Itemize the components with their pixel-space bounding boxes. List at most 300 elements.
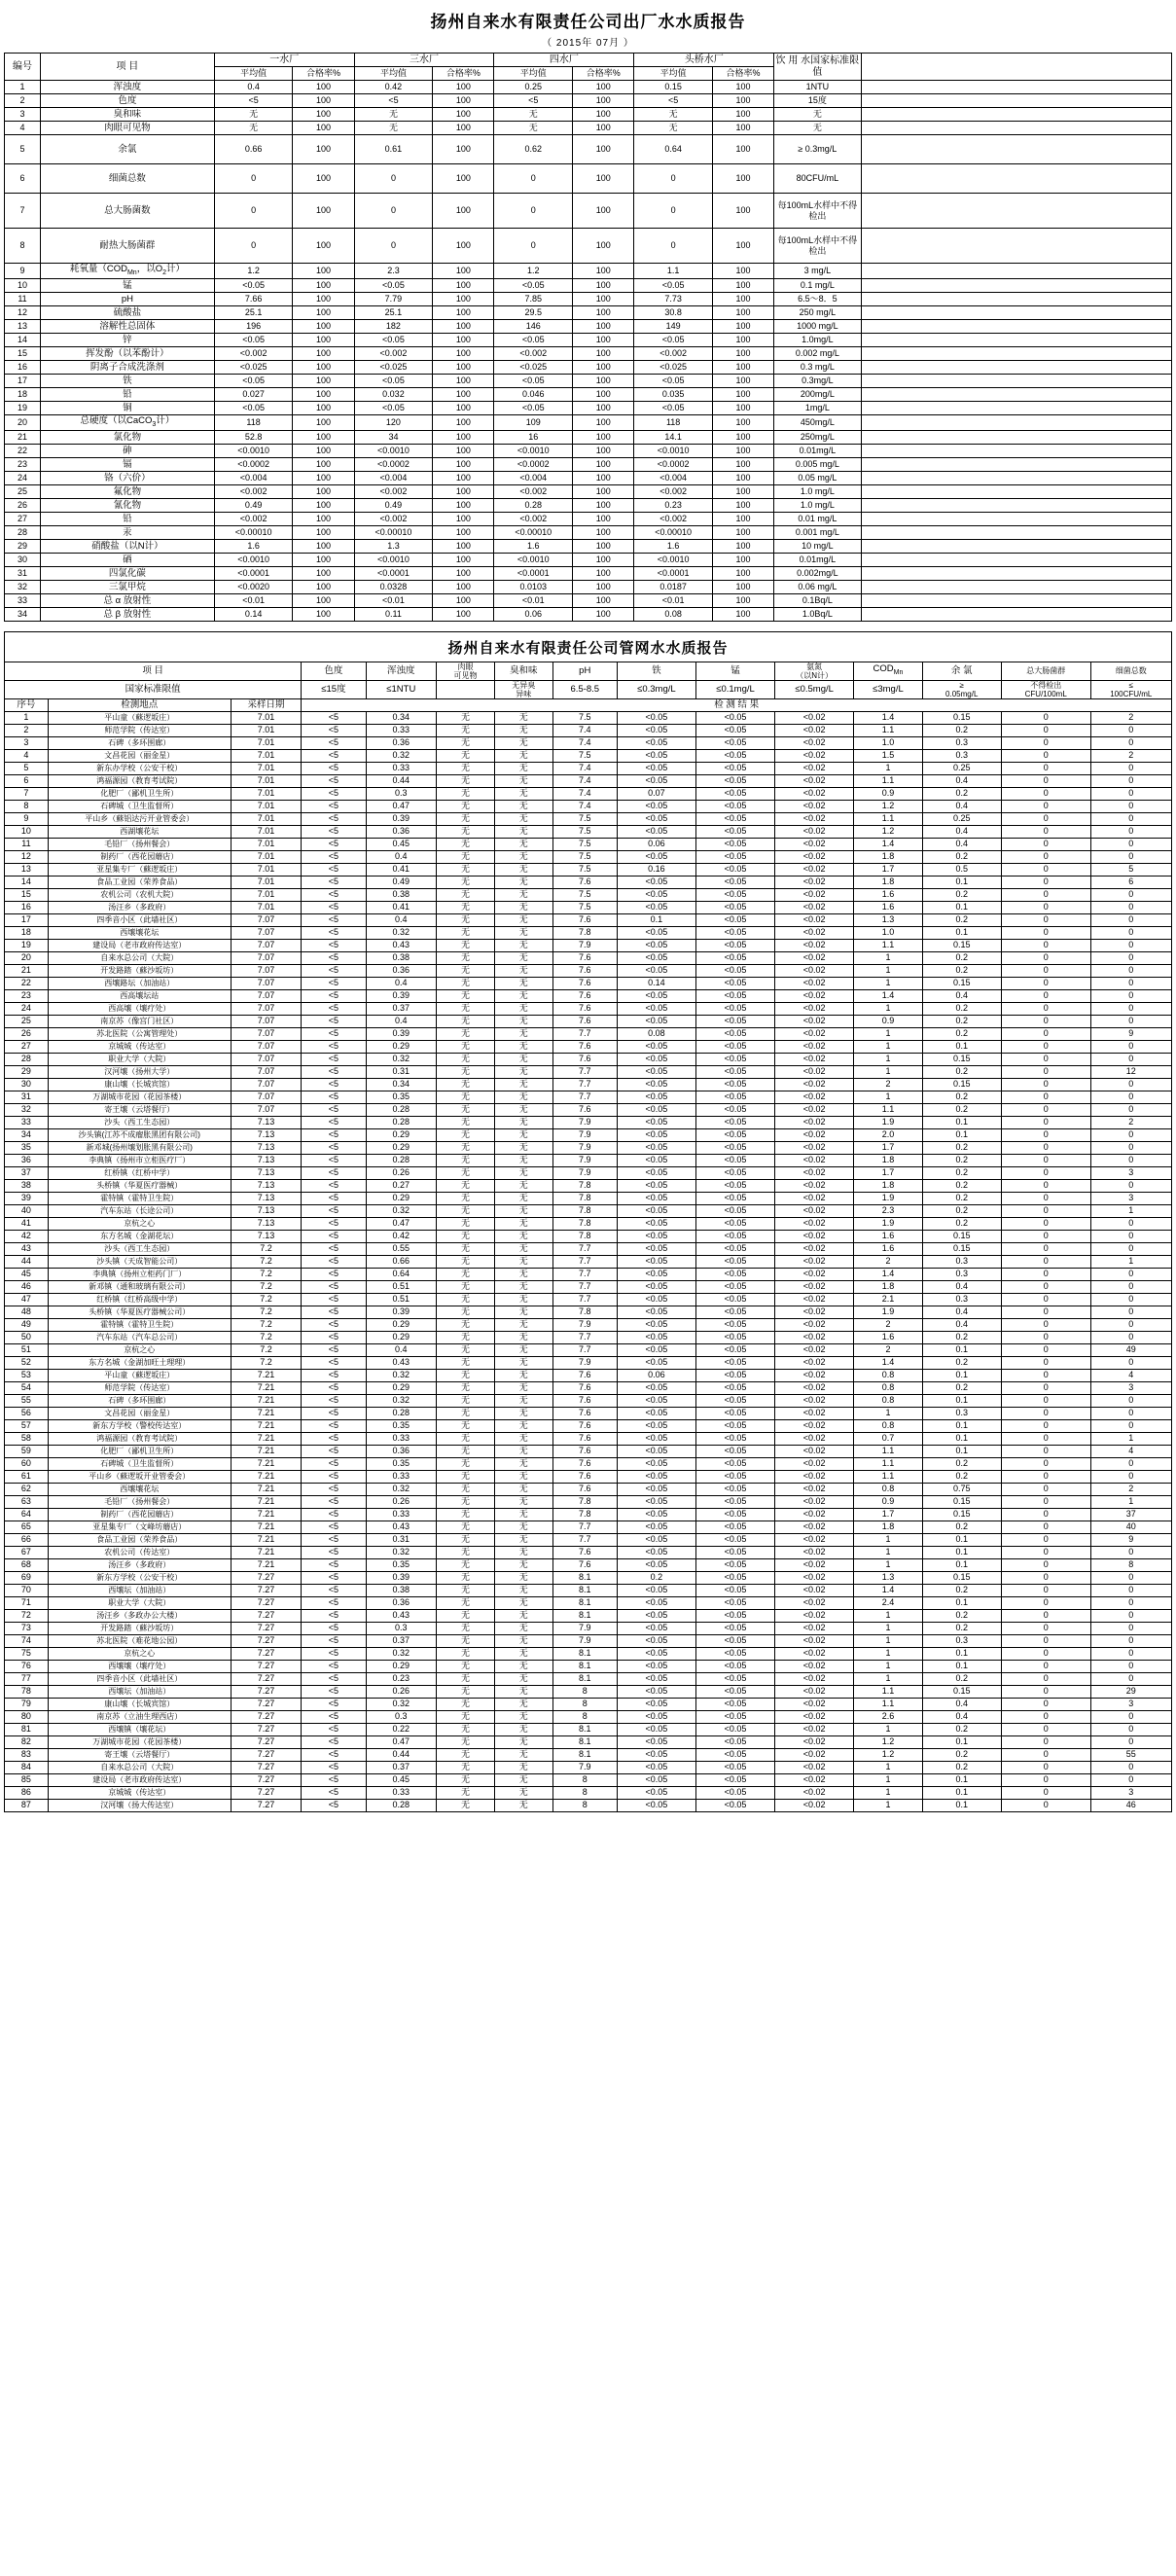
cell-value: 0.2 (922, 1154, 1001, 1166)
cell-value: 7.4 (552, 800, 617, 812)
cell-value: 0.2 (922, 1622, 1001, 1634)
cell-limit: 1000 mg/L (774, 319, 861, 333)
cell-value: 无 (437, 1128, 495, 1141)
cell-spacer (861, 484, 1171, 498)
cell-value: <0.05 (494, 278, 573, 292)
cell-value: 0.1 (922, 1558, 1001, 1571)
cell-value: <0.02 (775, 1558, 854, 1571)
cell-value: 8 (552, 1786, 617, 1799)
cell-value: <0.05 (617, 951, 695, 964)
cell-value: 0 (1090, 1470, 1171, 1483)
cell-value: 0.23 (634, 498, 713, 512)
th-rate-4: 合格率% (712, 67, 773, 81)
cell-value: 0.3 (366, 787, 437, 800)
cell-value: 0 (214, 194, 293, 229)
cell-item: 砷 (41, 444, 215, 457)
cell-seq: 51 (5, 1343, 49, 1356)
th2-col-turbidity: 浑浊度 (366, 662, 437, 680)
cell-value: 1.1 (854, 1445, 922, 1457)
cell-value: 0.4 (922, 774, 1001, 787)
th2-col-ph: pH (552, 662, 617, 680)
cell-value: 0 (1090, 951, 1171, 964)
cell-date: 7.27 (231, 1634, 302, 1647)
cell-value: <0.05 (617, 1318, 695, 1331)
cell-item: 色度 (41, 94, 215, 108)
cell-value: 100 (433, 333, 494, 346)
table-row (5, 1407, 1172, 1419)
cell-value: 无 (437, 1470, 495, 1483)
cell-value: 无 (437, 736, 495, 749)
cell-value: 1.1 (854, 1698, 922, 1710)
cell-value: 14.1 (634, 430, 713, 444)
cell-value: 无 (437, 1521, 495, 1533)
cell-value: <0.02 (775, 1255, 854, 1268)
th-avg-3: 平均值 (494, 67, 573, 81)
cell-value: <5 (302, 1103, 366, 1116)
cell-value: 0.38 (366, 951, 437, 964)
cell-limit: 0.002mg/L (774, 566, 861, 580)
table-row (5, 387, 1172, 401)
cell-value: <0.05 (617, 1141, 695, 1154)
cell-seq: 47 (5, 1293, 49, 1306)
cell-date: 7.01 (231, 774, 302, 787)
cell-value: <0.025 (494, 360, 573, 374)
cell-value: 0.046 (494, 387, 573, 401)
cell-value: <0.02 (775, 1596, 854, 1609)
cell-site: 四季音小区（此墙社区） (48, 913, 231, 926)
cell-site: 西高壤（壤疗处） (48, 1002, 231, 1015)
cell-value: <5 (302, 1192, 366, 1204)
cell-value: <0.02 (775, 1470, 854, 1483)
cell-value: 100 (433, 553, 494, 566)
cell-value: 无 (437, 1457, 495, 1470)
cell-no: 11 (5, 292, 41, 305)
cell-value: <5 (302, 939, 366, 951)
cell-value: 0 (1001, 1356, 1090, 1369)
cell-value: 0.28 (366, 1799, 437, 1811)
cell-date: 7.21 (231, 1369, 302, 1381)
cell-date: 7.21 (231, 1508, 302, 1521)
th2-col-ammonia: 氨氮 （以N计） (775, 662, 854, 680)
cell-value: 0.3 (922, 736, 1001, 749)
cell-value: 37 (1090, 1508, 1171, 1521)
cell-value: 无 (437, 901, 495, 913)
table-row (5, 553, 1172, 566)
cell-no: 4 (5, 122, 41, 135)
table-row (5, 1622, 1172, 1634)
cell-value: 100 (712, 319, 773, 333)
cell-value: 0.1 (922, 1647, 1001, 1660)
cell-item: 铅 (41, 387, 215, 401)
cell-value: 1 (1090, 1204, 1171, 1217)
cell-value: 无 (494, 812, 552, 825)
cell-value: 0.2 (922, 964, 1001, 977)
cell-value: 0.2 (922, 1748, 1001, 1761)
cell-spacer (861, 444, 1171, 457)
cell-value: <5 (302, 1306, 366, 1318)
cell-value: 100 (573, 566, 634, 580)
cell-value: 1.2 (854, 1748, 922, 1761)
cell-value: <0.05 (617, 1419, 695, 1432)
cell-value: 0.33 (366, 1432, 437, 1445)
cell-value: 0 (1090, 1457, 1171, 1470)
table-row (5, 374, 1172, 387)
cell-date: 7.2 (231, 1356, 302, 1369)
cell-site: 万湖城市花园（花园茶楼） (48, 1091, 231, 1103)
cell-site: 化肥厂（鄙机卫生所） (48, 787, 231, 800)
cell-value: 无 (437, 1786, 495, 1799)
cell-value: 1.7 (854, 1166, 922, 1179)
cell-value: <0.05 (695, 749, 774, 762)
cell-value: 无 (437, 1369, 495, 1381)
cell-limit: 250 mg/L (774, 305, 861, 319)
cell-seq: 37 (5, 1166, 49, 1179)
cell-value: 无 (437, 1685, 495, 1698)
cell-value: 无 (437, 1799, 495, 1811)
cell-value: <0.05 (695, 724, 774, 736)
cell-value: 100 (712, 553, 773, 566)
cell-value: 118 (634, 414, 713, 430)
cell-value: <0.02 (775, 989, 854, 1002)
cell-seq: 44 (5, 1255, 49, 1268)
cell-value: 0.07 (617, 787, 695, 800)
cell-value: 0 (1001, 1318, 1090, 1331)
cell-value: 0.2 (922, 1027, 1001, 1040)
cell-value: 100 (712, 607, 773, 621)
cell-value: 无 (494, 1647, 552, 1660)
cell-value: <0.05 (617, 1470, 695, 1483)
cell-value: 1.0 (854, 736, 922, 749)
cell-value: 0 (1001, 1533, 1090, 1546)
cell-seq: 59 (5, 1445, 49, 1457)
cell-value: 1.1 (854, 1103, 922, 1116)
cell-date: 7.07 (231, 1078, 302, 1091)
cell-seq: 46 (5, 1280, 49, 1293)
cell-value: 8.1 (552, 1735, 617, 1748)
cell-value: 无 (354, 122, 433, 135)
cell-value: 149 (634, 319, 713, 333)
table-row (5, 1002, 1172, 1015)
cell-value: 146 (494, 319, 573, 333)
cell-value: 无 (634, 122, 713, 135)
cell-date: 7.21 (231, 1394, 302, 1407)
cell-value: 0 (1001, 850, 1090, 863)
cell-date: 7.07 (231, 926, 302, 939)
cell-value: <0.05 (617, 1596, 695, 1609)
cell-value: <5 (494, 94, 573, 108)
cell-value: 0.43 (366, 1356, 437, 1369)
cell-seq: 49 (5, 1318, 49, 1331)
cell-value: 无 (494, 1698, 552, 1710)
cell-value: <0.02 (775, 1318, 854, 1331)
cell-seq: 31 (5, 1091, 49, 1103)
cell-value: 16 (494, 430, 573, 444)
cell-value: <0.05 (617, 926, 695, 939)
cell-spacer (861, 498, 1171, 512)
cell-value: 无 (494, 913, 552, 926)
cell-value: 182 (354, 319, 433, 333)
cell-value: <5 (302, 1660, 366, 1672)
cell-value: 0 (1001, 838, 1090, 850)
cell-value: 0.0187 (634, 580, 713, 593)
cell-value: 1.2 (854, 1735, 922, 1748)
cell-value: <0.05 (695, 1242, 774, 1255)
cell-site: 制药厂（西花园蘑店） (48, 850, 231, 863)
cell-value: 8 (552, 1698, 617, 1710)
cell-value: 0 (1001, 1761, 1090, 1773)
cell-value: 0 (1001, 1445, 1090, 1457)
cell-value: 100 (293, 346, 354, 360)
cell-value: 1 (854, 1533, 922, 1546)
cell-seq: 9 (5, 812, 49, 825)
table-row (5, 1065, 1172, 1078)
th2-std-iron: ≤0.3mg/L (617, 680, 695, 698)
cell-value: <0.05 (695, 838, 774, 850)
cell-no: 26 (5, 498, 41, 512)
cell-value: 0 (1001, 1521, 1090, 1533)
cell-value: 100 (433, 374, 494, 387)
cell-value: <5 (302, 1457, 366, 1470)
cell-value: 1 (854, 1761, 922, 1773)
cell-value: 7.6 (552, 977, 617, 989)
cell-value: 7.7 (552, 1242, 617, 1255)
table-row (5, 1761, 1172, 1773)
th2-results: 检 测 结 果 (302, 698, 1172, 711)
cell-value: 0 (1001, 1495, 1090, 1508)
cell-value: 100 (293, 319, 354, 333)
table-row (5, 939, 1172, 951)
cell-seq: 58 (5, 1432, 49, 1445)
cell-spacer (861, 164, 1171, 194)
table-row (5, 1723, 1172, 1735)
cell-value: 无 (437, 850, 495, 863)
cell-site: 霍特镇（霍特卫生院） (48, 1192, 231, 1204)
cell-value: 0 (1001, 876, 1090, 888)
th2-std-turbidity: ≤1NTU (366, 680, 437, 698)
table-row (5, 264, 1172, 279)
cell-value: <0.05 (695, 1533, 774, 1546)
cell-value: 0 (1090, 1230, 1171, 1242)
cell-value: 无 (494, 1255, 552, 1268)
cell-value: <0.05 (695, 1128, 774, 1141)
cell-value: <0.05 (695, 1432, 774, 1445)
cell-site: 建设局（老市政府传达室） (48, 1773, 231, 1786)
cell-date: 7.01 (231, 850, 302, 863)
table-row (5, 812, 1172, 825)
table-row (5, 926, 1172, 939)
cell-value: 0.26 (366, 1166, 437, 1179)
cell-item: 氰化物 (41, 498, 215, 512)
cell-value: 无 (437, 939, 495, 951)
cell-value: 无 (437, 876, 495, 888)
cell-item: 肉眼可见物 (41, 122, 215, 135)
cell-value: <5 (302, 1748, 366, 1761)
cell-value: 9 (1090, 1027, 1171, 1040)
cell-value: 100 (712, 484, 773, 498)
table-row (5, 1394, 1172, 1407)
th2-std-odor: 无异臭 异味 (494, 680, 552, 698)
cell-value: 无 (437, 724, 495, 736)
cell-seq: 32 (5, 1103, 49, 1116)
cell-value: 0.41 (366, 901, 437, 913)
cell-value: <5 (302, 901, 366, 913)
cell-value: 0.29 (366, 1660, 437, 1672)
cell-spacer (861, 194, 1171, 229)
cell-value: 0 (1001, 1268, 1090, 1280)
cell-date: 7.21 (231, 1445, 302, 1457)
cell-value: 无 (437, 1002, 495, 1015)
cell-value: 0.9 (854, 787, 922, 800)
cell-value: 0 (1090, 1002, 1171, 1015)
cell-value: <5 (302, 1053, 366, 1065)
cell-no: 1 (5, 81, 41, 94)
cell-value: 29 (1090, 1685, 1171, 1698)
cell-value: 无 (494, 1445, 552, 1457)
cell-value: 0.2 (922, 1015, 1001, 1027)
cell-limit: 0.3mg/L (774, 374, 861, 387)
cell-value: 0 (354, 194, 433, 229)
cell-site: 沙头（西工生态园） (48, 1116, 231, 1128)
cell-value: 无 (494, 1217, 552, 1230)
cell-limit: 1NTU (774, 81, 861, 94)
cell-value: 0.2 (922, 1470, 1001, 1483)
cell-value: 7.66 (214, 292, 293, 305)
cell-value: 100 (712, 566, 773, 580)
cell-value: <0.05 (617, 1002, 695, 1015)
cell-site: 汽车东站（汽车总公司） (48, 1331, 231, 1343)
cell-value: 0 (1001, 1128, 1090, 1141)
cell-value: <0.05 (617, 901, 695, 913)
cell-value: 100 (293, 580, 354, 593)
table-row (5, 1508, 1172, 1521)
cell-value: <5 (302, 1470, 366, 1483)
cell-value: 100 (573, 430, 634, 444)
cell-site: 汤汪乡（多政办公大楼） (48, 1609, 231, 1622)
cell-value: 无 (494, 1735, 552, 1748)
cell-spacer (861, 539, 1171, 553)
cell-value: 100 (712, 498, 773, 512)
cell-value: 100 (573, 264, 634, 279)
cell-value: <0.02 (775, 1748, 854, 1761)
cell-value: 0.5 (922, 863, 1001, 876)
cell-value: 0.39 (366, 1306, 437, 1318)
cell-value: 0 (1001, 1381, 1090, 1394)
cell-value: <0.05 (695, 736, 774, 749)
cell-value: 0.2 (922, 1179, 1001, 1192)
cell-site: 自来水总公司（大院） (48, 951, 231, 964)
cell-seq: 23 (5, 989, 49, 1002)
cell-value: 0.66 (366, 1255, 437, 1268)
cell-value: 1.7 (854, 1141, 922, 1154)
cell-value: 无 (494, 1242, 552, 1255)
cell-value: <5 (302, 1634, 366, 1647)
table-row (5, 1483, 1172, 1495)
cell-value: 8 (1090, 1558, 1171, 1571)
cell-value: <0.02 (775, 1799, 854, 1811)
cell-site: 农机公司（农机大院） (48, 888, 231, 901)
cell-value: 0.28 (366, 1154, 437, 1166)
cell-value: 1 (854, 1558, 922, 1571)
cell-value: 无 (437, 1495, 495, 1508)
cell-date: 7.01 (231, 876, 302, 888)
cell-spacer (861, 94, 1171, 108)
cell-value: <0.05 (617, 1204, 695, 1217)
cell-value: 40 (1090, 1521, 1171, 1533)
cell-value: <0.05 (617, 1343, 695, 1356)
cell-date: 7.07 (231, 1103, 302, 1116)
cell-value: 无 (437, 888, 495, 901)
cell-no: 7 (5, 194, 41, 229)
cell-value: <0.05 (695, 825, 774, 838)
cell-value: 100 (573, 94, 634, 108)
cell-value: 无 (494, 1584, 552, 1596)
cell-value: 无 (437, 1103, 495, 1116)
cell-value: 100 (293, 525, 354, 539)
cell-value: <0.05 (617, 749, 695, 762)
table-row (5, 122, 1172, 135)
cell-value: 100 (712, 414, 773, 430)
cell-spacer (861, 414, 1171, 430)
cell-value: <0.05 (617, 1015, 695, 1027)
cell-site: 西壤壤花坛 (48, 926, 231, 939)
cell-value: <0.05 (617, 1483, 695, 1495)
cell-value: 0 (1090, 1078, 1171, 1091)
cell-seq: 33 (5, 1116, 49, 1128)
cell-value: <0.05 (617, 1748, 695, 1761)
cell-value: <5 (302, 1166, 366, 1179)
cell-value: 7.8 (552, 1217, 617, 1230)
cell-date: 7.01 (231, 901, 302, 913)
cell-site: 开发路踏（蘇沙坂坊） (48, 964, 231, 977)
cell-value: 0.08 (634, 607, 713, 621)
cell-value: <0.002 (494, 484, 573, 498)
cell-value: <0.02 (775, 774, 854, 787)
cell-value: 0 (1001, 800, 1090, 812)
cell-value: <0.05 (695, 1647, 774, 1660)
cell-seq: 22 (5, 977, 49, 989)
cell-spacer (861, 401, 1171, 414)
cell-value: <0.05 (695, 1546, 774, 1558)
cell-no: 9 (5, 264, 41, 279)
cell-value: <0.05 (617, 1647, 695, 1660)
cell-value: <0.05 (354, 374, 433, 387)
cell-item: 细菌总数 (41, 164, 215, 194)
cell-value: <0.05 (617, 1128, 695, 1141)
cell-value: 0.42 (354, 81, 433, 94)
cell-no: 30 (5, 553, 41, 566)
cell-spacer (861, 525, 1171, 539)
cell-date: 7.01 (231, 863, 302, 876)
cell-value: 2 (854, 1255, 922, 1268)
cell-value: 无 (494, 1293, 552, 1306)
cell-value: 0.1 (922, 1369, 1001, 1381)
cell-value: 0.2 (922, 1761, 1001, 1773)
cell-spacer (861, 229, 1171, 264)
cell-value: 0.1 (922, 1773, 1001, 1786)
th2-seq: 序号 (5, 698, 49, 711)
cell-limit: 3 mg/L (774, 264, 861, 279)
cell-value: 100 (573, 108, 634, 122)
cell-value: <0.05 (634, 374, 713, 387)
cell-value: 100 (712, 374, 773, 387)
cell-value: 无 (437, 1483, 495, 1495)
cell-value: 7.6 (552, 1015, 617, 1027)
cell-value: <0.002 (214, 484, 293, 498)
cell-seq: 7 (5, 787, 49, 800)
th2-site: 检测地点 (48, 698, 231, 711)
cell-value: 12 (1090, 1065, 1171, 1078)
cell-site: 师范学院（传达室） (48, 724, 231, 736)
